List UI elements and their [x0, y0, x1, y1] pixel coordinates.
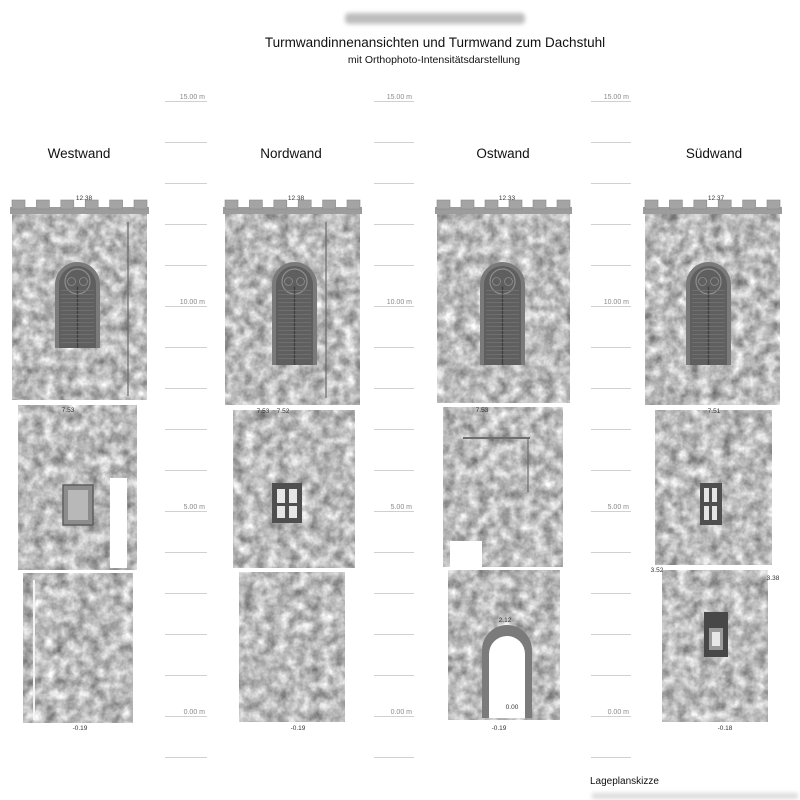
merlon [461, 200, 474, 209]
window-pane [289, 506, 297, 518]
level-label-mid: 7.53 [475, 407, 489, 414]
wall-north [223, 195, 362, 732]
level-label-bottom: -0.19 [72, 725, 88, 732]
merlon [437, 200, 450, 209]
scale-label-5m: 5.00 m [390, 504, 412, 511]
level-label-bottom: -0.19 [491, 725, 507, 732]
merlon [743, 200, 756, 209]
level-label-low-right: 3.38 [766, 575, 780, 582]
merlon [249, 200, 262, 209]
merlon [533, 200, 546, 209]
wall-label-west: Westwand [47, 146, 111, 161]
scale-label-10m: 10.00 m [603, 299, 629, 306]
wall-south-small-window [700, 483, 722, 525]
parapet-band [643, 207, 782, 214]
parapet-band [223, 207, 362, 214]
window-pane [712, 506, 717, 520]
level-label-low-left: 3.52 [650, 567, 664, 574]
wall-east [435, 195, 572, 732]
level-label-mid-2: 7.52 [276, 408, 290, 415]
scale-labels-column-2 [387, 94, 412, 716]
level-label-bottom: -0.18 [717, 725, 733, 732]
window-pane [289, 489, 297, 503]
merlon [323, 200, 336, 209]
level-label-door-bottom: 0.00 [505, 704, 519, 711]
wall-west-lower-section [23, 573, 133, 723]
wall-east-opening [450, 541, 482, 568]
merlon [274, 200, 287, 209]
merlon [61, 200, 74, 209]
level-label-door-top: 2.12 [498, 617, 512, 624]
scale-label-15m: 15.00 m [603, 94, 629, 101]
merlon [134, 200, 147, 209]
scale-labels-column-3 [604, 94, 629, 716]
wall-west-opening [110, 478, 127, 568]
window-pane [704, 506, 709, 520]
level-label-bottom: -0.19 [290, 725, 306, 732]
drawing-subtitle: mit Orthophoto-Intensitätsdarstellung [347, 54, 521, 66]
wall-west-small-window [63, 485, 93, 525]
wall-south-crenellation [643, 200, 782, 214]
scale-label-15m: 15.00 m [179, 94, 205, 101]
wall-south-lower-window [704, 612, 728, 657]
scale-label-15m: 15.00 m [386, 94, 412, 101]
merlon [12, 200, 25, 209]
level-label-top: 12.38 [287, 195, 305, 202]
window-frame [700, 483, 722, 525]
wall-label-north: Nordwand [260, 146, 322, 161]
wall-north-lower-section [239, 572, 345, 722]
window-frame [272, 483, 302, 523]
wall-west [10, 195, 149, 732]
wall-north-small-window [272, 483, 302, 523]
wall-label-east: Ostwand [476, 146, 530, 161]
level-label-mid: 7.53 [256, 408, 270, 415]
wall-north-crenellation [223, 200, 362, 214]
level-label-top: 12.33 [498, 195, 516, 202]
scale-label-0m: 0.00 m [390, 709, 412, 716]
scale-label-0m: 0.00 m [183, 709, 205, 716]
parapet-band [435, 207, 572, 214]
merlon [669, 200, 682, 209]
window-pane [68, 490, 88, 520]
scale-label-5m: 5.00 m [183, 504, 205, 511]
drawing-title: Turmwandinnenansichten und Turmwand zum Dachstuhl [264, 35, 606, 50]
window-pane [277, 489, 285, 503]
wall-north-arched-window [272, 262, 317, 365]
merlon [645, 200, 658, 209]
scale-label-5m: 5.00 m [607, 504, 629, 511]
merlon [110, 200, 123, 209]
window-pane [704, 488, 709, 502]
scale-label-0m: 0.00 m [607, 709, 629, 716]
level-label-mid: 7.53 [61, 407, 75, 414]
site-plan-label: Lageplanskizze [590, 776, 659, 787]
level-label-top: 12.37 [707, 195, 725, 202]
merlon [225, 200, 238, 209]
site-plan-sketch [592, 793, 798, 799]
blurred-title [345, 13, 525, 24]
level-label-top: 12.38 [75, 195, 93, 202]
wall-west-crenellation [10, 200, 149, 214]
wall-south-arched-window [686, 262, 731, 365]
parapet-band [10, 207, 149, 214]
scale-labels-column-1 [180, 94, 205, 716]
window-pane [277, 506, 285, 518]
merlon [36, 200, 49, 209]
wall-west-arched-window [55, 262, 100, 348]
merlon [485, 200, 498, 209]
window-pane [712, 632, 720, 646]
scale-label-10m: 10.00 m [386, 299, 412, 306]
merlon [767, 200, 780, 209]
wall-label-south: Südwand [685, 146, 743, 161]
wall-east-crenellation [435, 200, 572, 214]
scale-label-10m: 10.00 m [179, 299, 205, 306]
wall-east-arched-window [480, 262, 525, 365]
level-label-mid: 7.51 [707, 408, 721, 415]
merlon [557, 200, 570, 209]
wall-south [643, 195, 782, 732]
window-pane [712, 488, 717, 502]
merlon [347, 200, 360, 209]
merlon [694, 200, 707, 209]
